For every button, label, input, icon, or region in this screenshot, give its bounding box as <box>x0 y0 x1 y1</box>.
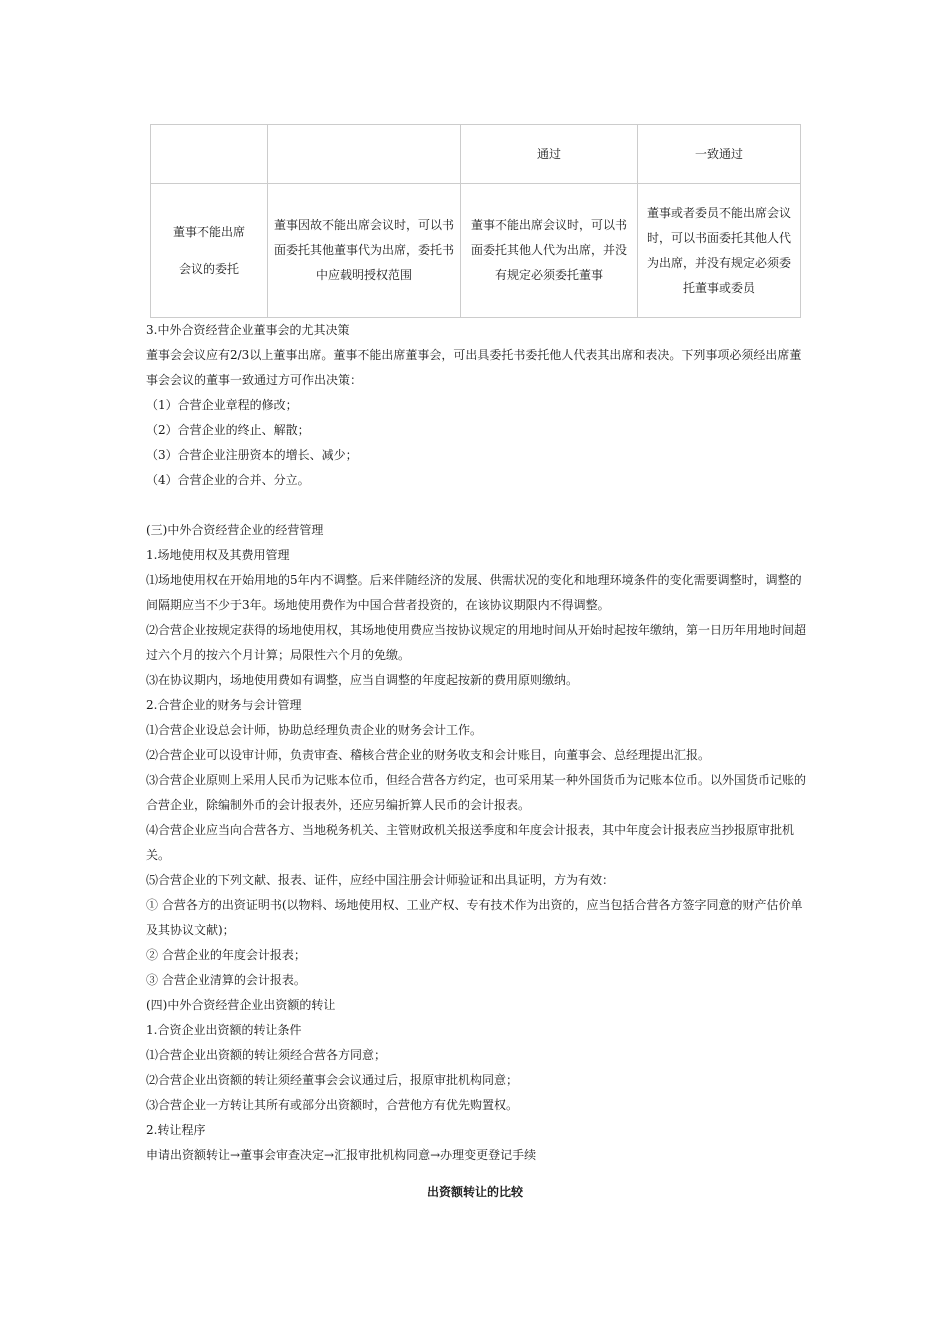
subsection-heading: 1.场地使用权及其费用管理 <box>146 548 290 562</box>
table-cell-row-label: 董事不能出席 会议的委托 <box>151 184 268 318</box>
list-item: ⑴合营企业设总会计师，协助总经理负责企业的财务会计工作。 <box>146 723 483 737</box>
list-item: ⑵合营企业出资额的转让须经董事会会议通过后，报原审批机构同意； <box>146 1073 519 1087</box>
list-item: ⑵合营企业可以设审计师，负责审查、稽核合营企业的财务收支和会计账目，向董事会、总经理提出汇报。 <box>146 748 711 762</box>
paragraph: 申请出资额转让→董事会审查决定→汇报审批机构同意→办理变更登记手续 <box>146 1148 537 1162</box>
list-item: （2）合营企业的终止、解散； <box>146 423 310 437</box>
table-caption: 出资额转让的比较 <box>426 1185 523 1199</box>
table-row <box>151 125 801 184</box>
section-heading: 3.中外合资经营企业董事会的尤其决策 <box>146 323 350 337</box>
list-item: （4）合营企业的合并、分立。 <box>146 473 310 487</box>
list-item: ⑴合营企业出资额的转让须经合营各方同意； <box>146 1048 387 1062</box>
list-item: ⑸合营企业的下列文献、报表、证件，应经中国注册会计师验证和出具证明，方为有效： <box>146 873 615 887</box>
list-item: ⑴场地使用权在开始用地的5年内不调整。后来伴随经济的发展、供需状况的变化和地理环境条件的变化需要调整时，调整的间隔期应当不少于3年。场地使用费作为中国合营者投资的，在该协议期限内不得调整。 <box>146 573 802 612</box>
list-item: ⑶合营企业一方转让其所有或部分出资额时，合营他方有优先购置权。 <box>146 1098 519 1112</box>
comparison-table <box>150 124 801 318</box>
section-heading: (四)中外合资经营企业出资额的转让 <box>146 998 336 1012</box>
list-item: ② 合营企业的年度会计报表； <box>146 948 306 962</box>
table-cell: 通过 <box>461 125 638 184</box>
list-item: ⑵合营企业按规定获得的场地使用权，其场地使用费应当按协议规定的用地时间从开始时起按年缴纳，第一日历年用地时间超过六个月的按六个月计算；局限性六个月的免缴。 <box>146 623 807 662</box>
subsection-heading: 2.合营企业的财务与会计管理 <box>146 698 302 712</box>
list-item: （1）合营企业章程的修改； <box>146 398 298 412</box>
list-item: ⑷合营企业应当向合营各方、当地税务机关、主管财政机关报送季度和年度会计报表，其中年度会计报表应当抄报原审批机关。 <box>146 823 795 862</box>
list-item: ① 合营各方的出资证明书(以物料、场地使用权、工业产权、专有技术作为出资的，应当包括合营各方签字同意的财产估价单及其协议文献)； <box>146 898 803 937</box>
table-cell: 董事因故不能出席会议时，可以书面委托其他董事代为出席，委托书中应载明授权范围 <box>268 184 461 318</box>
document-body <box>146 318 806 1168</box>
section-heading: (三)中外合资经营企业的经营管理 <box>146 523 324 537</box>
list-item: ③ 合营企业清算的会计报表。 <box>146 973 306 987</box>
list-item: ⑶合营企业原则上采用人民币为记账本位币，但经合营各方约定，也可采用某一种外国货币为记账本位币。以外国货币记账的合营企业，除编制外币的会计报表外，还应另编折算人民币的会计报表。 <box>146 773 807 812</box>
subsection-heading: 2.转让程序 <box>146 1123 206 1137</box>
spacer <box>146 493 806 518</box>
table-row <box>151 184 801 318</box>
table-cell: 董事不能出席会议时，可以书面委托其他人代为出席，并没有规定必须委托董事 <box>461 184 638 318</box>
list-item: （3）合营企业注册资本的增长、减少； <box>146 448 358 462</box>
paragraph: 董事会会议应有2/3以上董事出席。董事不能出席董事会，可出具委托书委托他人代表其出席和表决。下列事项必须经出席董事会会议的董事一致通过方可作出决策： <box>146 348 802 387</box>
list-item: ⑶在协议期内，场地使用费如有调整，应当自调整的年度起按新的费用原则缴纳。 <box>146 673 579 687</box>
table-cell: 董事或者委员不能出席会议时，可以书面委托其他人代为出席，并没有规定必须委托董事或委员 <box>638 184 801 318</box>
table-cell: 一致通过 <box>638 125 801 184</box>
table-cell <box>268 125 461 184</box>
table-cell <box>151 125 268 184</box>
subsection-heading: 1.合资企业出资额的转让条件 <box>146 1023 302 1037</box>
